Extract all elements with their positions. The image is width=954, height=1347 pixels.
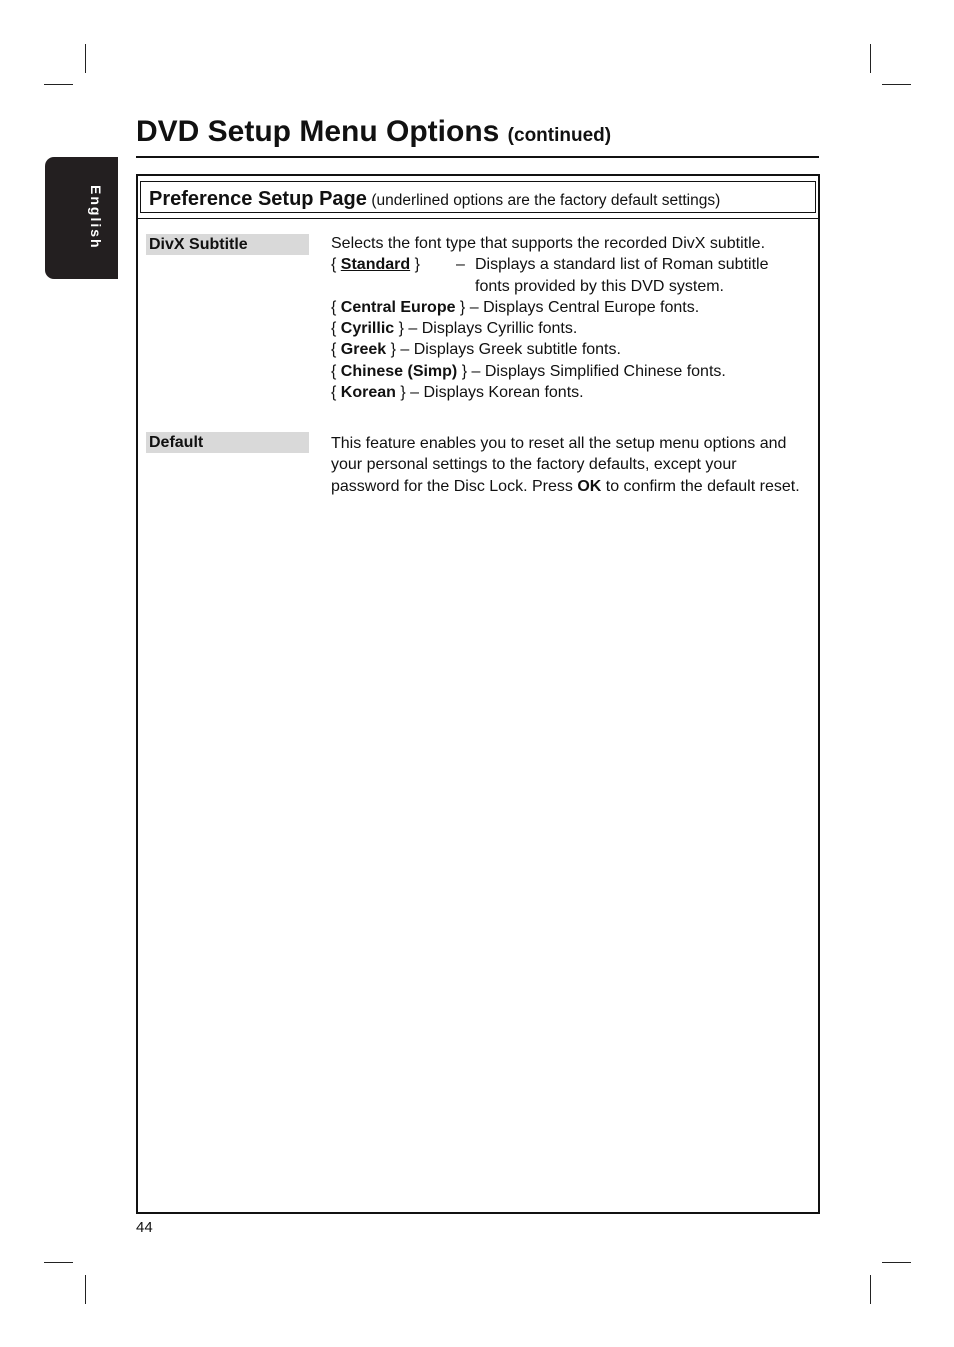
option-label-default: Default [146,432,309,453]
section-note: (underlined options are the factory default settings) [371,192,721,209]
option-greek: { Greek } – Displays Greek subtitle fonts. [331,341,621,359]
title-rule [136,156,819,158]
option-korean: { Korean } – Displays Korean fonts. [331,384,584,402]
crop-mark [870,44,871,73]
crop-mark [44,1262,73,1263]
page-title [136,115,611,149]
divx-subtitle-intro: Selects the font type that supports the recorded DivX subtitle. [331,235,766,252]
page-title-continued: (continued) [507,125,612,146]
option-central-europe: { Central Europe } – Displays Central Europe fonts. [331,298,700,316]
crop-mark [882,84,911,85]
option-standard-name: { Standard } [331,256,420,274]
section-header [140,181,816,213]
page-title-main: DVD Setup Menu Options [136,115,500,148]
option-label-divx-subtitle: DivX Subtitle [146,234,309,255]
language-tab-label: English [88,185,104,250]
default-description: This feature enables you to reset all the setup menu options and your personal settings to the factory defaults, except your password for the Disc Lock. Press OK to confirm the default reset. [331,435,800,495]
crop-mark [85,1275,86,1304]
section-rule [138,218,818,219]
option-cyrillic: { Cyrillic } – Displays Cyrillic fonts. [331,320,578,338]
page-number: 44 [136,1219,153,1236]
ok-key: OK [577,477,602,495]
option-standard-text: Displays a standard list of Roman subtitle fonts provided by this DVD system. [475,256,769,295]
crop-mark [870,1275,871,1304]
language-tab-label-wrap [88,185,108,255]
crop-mark [44,84,73,85]
option-standard: { Standard } – Displays a standard list of Roman subtitle fonts provided by this DVD system. [331,254,801,297]
option-chinese-simp: { Chinese (Simp) } – Displays Simplified Chinese fonts. [331,362,726,380]
crop-mark [85,44,86,73]
divx-subtitle-description [331,233,801,403]
crop-mark [882,1262,911,1263]
section-heading: Preference Setup Page [149,188,367,210]
